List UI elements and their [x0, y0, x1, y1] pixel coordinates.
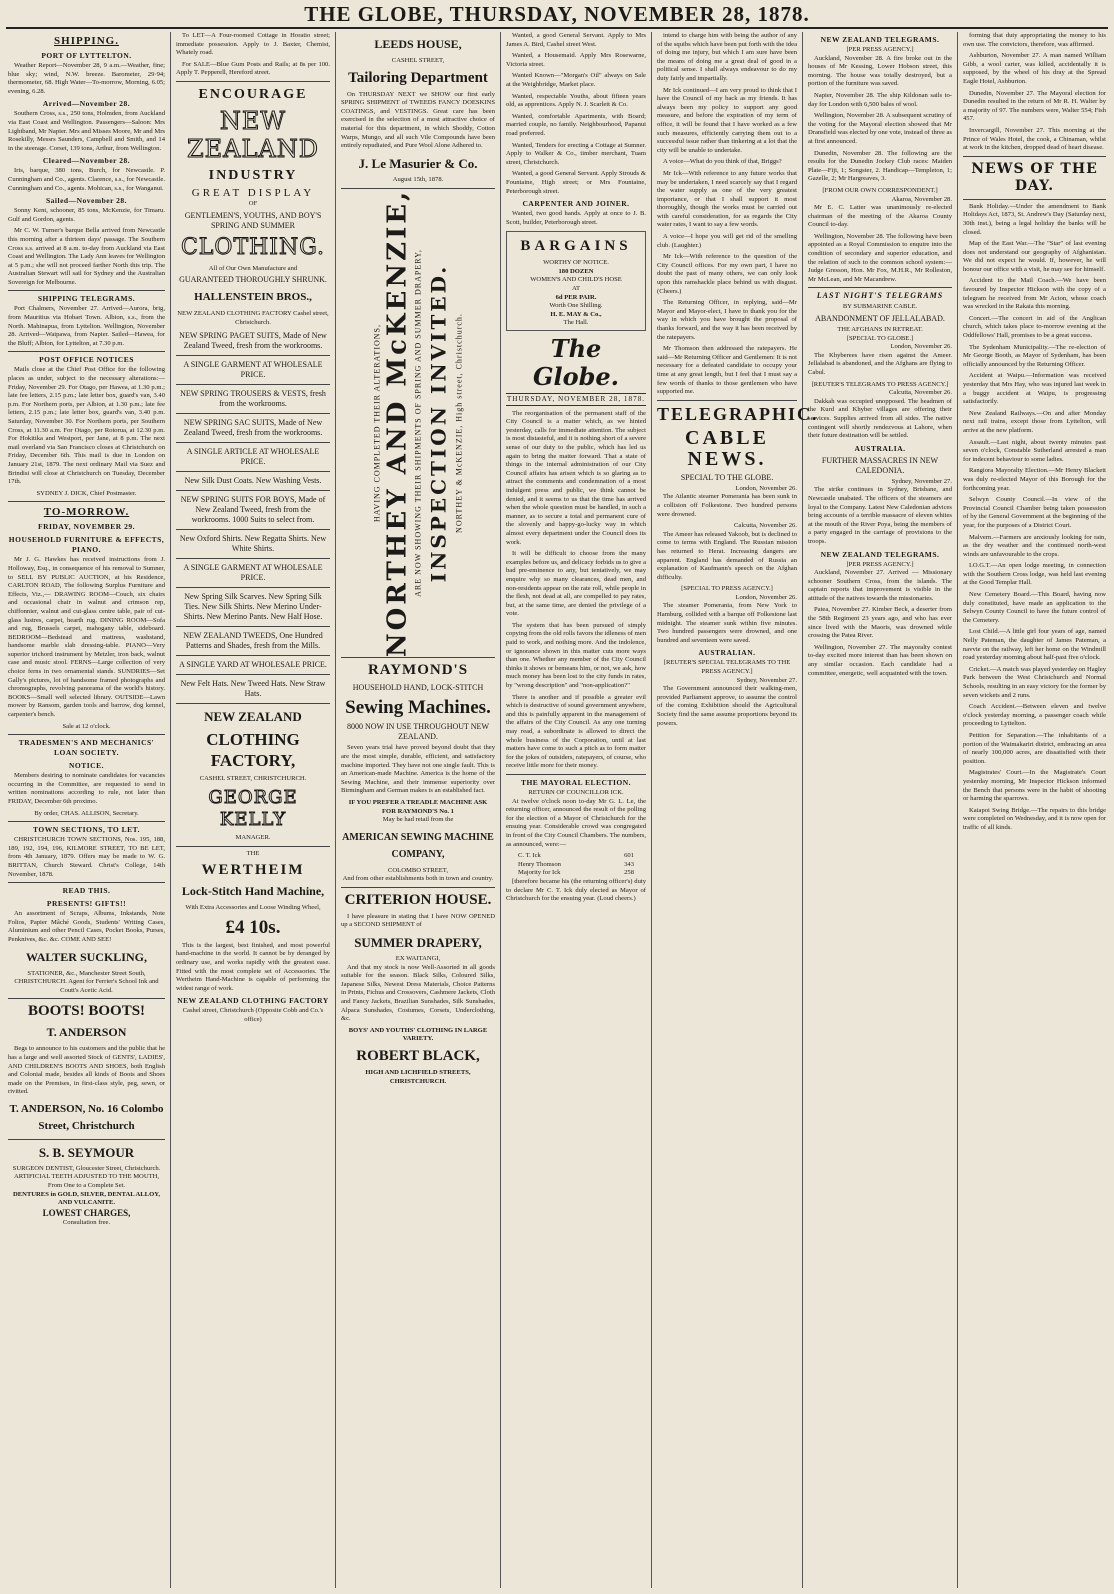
wanted-ads-list — [506, 32, 646, 196]
reuter-line: [REUTER'S SPECIAL TELEGRAMS TO THE PRESS AGENCY.] — [663, 659, 791, 676]
suckling-details: STATIONER, &c., Manchester Street South, CHRISTCHURCH. Agent for Ferrier's School Ink and Coutt's Acetic Acid. — [14, 969, 159, 994]
gentlemen-line: GENTLEMEN'S, YOUTHS, AND BOY'S SPRING AND SUMMER — [184, 210, 322, 230]
column-rule — [651, 32, 652, 1588]
news-paragraph: Cricket.—A match was played yesterday on Hagley Park between the West Christchurch and Normal Schools, resulting in an easy victory for the former by seven wickets and 2 runs. — [963, 665, 1106, 699]
telegram-paragraphs — [808, 55, 952, 184]
wanted-ad: Wanted, Tenders for erecting a Cottage at Sumner. Apply to Walker & Co., timber merchant, Tuam street, Christchurch. — [506, 141, 646, 166]
shipping-heading: SHIPPING. — [54, 35, 119, 47]
clothing-item: New Spring Silk Scarves. New Spring Silk Ties. New Silk Shirts. New Merino Under-Shirts. New Merino Pants. New Half Hose. — [183, 592, 323, 622]
lemasurier-name: J. Le Masurier & Co. — [358, 155, 478, 171]
guaranteed-line: GUARANTEED THOROUGHLY SHRUNK. — [179, 275, 327, 285]
own-correspondent-line: [FROM OUR OWN CORRESPONDENT.] — [822, 186, 938, 194]
criterion-text: I have pleasure in stating that I have NOW OPENED up a SECOND SHIPMENT of — [341, 912, 495, 929]
telegram-paragraph: Dunedin, November 27. The Mayoral election for Dunedin resulted in the return of Mr R. H. Walter by a majority of 97. The numbers were, Walter 554; Fish 457. — [963, 89, 1106, 123]
divider — [176, 442, 330, 443]
clothing-item: A SINGLE YARD AT WHOLESALE PRICE. — [179, 660, 327, 670]
own-manufacture: All of Our Own Manufacture and — [208, 264, 298, 272]
notice-text: Members desiring to nominate candidates for vacancies occurring in the Committee, are requested to send in written nominations according to rule, not later than FRIDAY, December 6th proximo. — [8, 772, 165, 805]
divider — [657, 400, 797, 401]
divider — [176, 674, 330, 675]
tradesmen-heading: TRADESMEN'S AND MECHANICS' LOAN SOCIETY. — [18, 738, 155, 758]
telegram-paragraph: Invercargill, November 27. This morning at the Prince of Wales Hotel, the cook, a Chinaman, whilst at work in the kitchen, dropped dead of heart disease. — [963, 126, 1106, 152]
tomorrow-date: FRIDAY, NOVEMBER 29. — [38, 522, 135, 532]
news-paragraph: Magistrates' Court.—In the Magistrate's Court yesterday morning, Mr Inspector Hickson informed the Bench that persons were in the habit of shooting or harming the sparrows. — [963, 769, 1106, 803]
posts-ad: For SALE—Blue Gum Posts and Rails; at 8s per 100. Apply T. Pepperell, Hereford street. — [176, 60, 330, 77]
news-paragraph: Lost Child.—A little girl four years of age, named Nelly Pateman, the daughter of James Pateman, a navvie on the railway, left her home on the Windmill road yesterday morning about half-past five o'clock. — [963, 628, 1106, 662]
speech-paragraph: Mr Thomson then addressed the ratepayers. He said—Mr Returning Officer and Gentlemen: It is not necessary for a defeated candidate to occupy your time at any great length, but I feel that I must say a few words of thanks to those gentlemen who have supported me. — [657, 345, 797, 396]
column-rule — [335, 32, 336, 1588]
column-news — [959, 32, 1110, 1588]
robert-black-name: ROBERT BLACK, — [356, 1048, 480, 1064]
divider — [808, 287, 952, 288]
column-rule — [957, 32, 958, 1588]
jellalabad-heading: ABANDONMENT OF JELLALABAD. — [815, 314, 945, 324]
divider — [176, 471, 330, 472]
clothing-item: NEW SPRING SAC SUITS, Made of New Zealand Tweed, fresh from the workrooms. — [183, 418, 323, 438]
caledonia-heading: FURTHER MASSACRES IN NEW CALEDONIA. — [821, 455, 939, 475]
news-paragraph: Concert.—The concert in aid of the Anglican church, which takes place to-morrow evening at the Oddfellows' Hall, promises to be a great success. — [963, 314, 1106, 340]
news-paragraph: Assault.—Last night, about twenty minutes past seven o'clock, Constable Sutherland arrested a man for indecent behaviour to some ladies. — [963, 438, 1106, 463]
leader-paragraph: The system that has been pursued of simply copying from the old rolls favors the idleness of men paid to work, and nothing more. And the indolence, or ignorance shown in this matter cuts more ways than one. Whether any member of the City Council thinks it shows or bemeans him, or not, we ask, how much money has been lost to the city funds in rates, by "wrong description" and "non-application?" — [506, 621, 646, 690]
clothing-item: New Felt Hats. New Tweed Hats. New Straw Hats. — [180, 679, 326, 699]
carpenter-heading: CARPENTER AND JOINER. — [522, 199, 630, 209]
divider — [8, 882, 165, 883]
wanted-ad: Wanted, a good General Servant. Apply Strouds & Fountaine, High street; or Mrs Fountaine, Peterborough street. — [506, 170, 646, 195]
speech-paragraph: A voice—What do you think of that, Briggs? — [663, 158, 782, 166]
household-heading: HOUSEHOLD FURNITURE & EFFECTS, PIANO. — [8, 535, 165, 555]
leeds-sub: CASHEL STREET, — [391, 57, 445, 64]
column-speech-cable — [653, 32, 819, 1588]
majority-row — [506, 869, 646, 878]
result-row — [506, 861, 646, 870]
divider — [8, 501, 165, 502]
telegram-paragraph: Napier, November 28. The ship Kildonan sails to-day for London with 6,500 bales of wool. — [808, 91, 952, 108]
cleared-heading: Cleared—November 28. — [42, 156, 131, 166]
sydney2-text: The strike continues in Sydney, Brisbane, and Newcastle unabated. The officers of the steamers are loyal to the Company. Latest New Caledonian advices bring accounts of a terrible massacre of eleven whites at the mouth of the River Poya, being the members of a party engaged in the carriage of provisions to the troops. — [808, 486, 952, 545]
hall-line: The Hall. — [563, 319, 589, 327]
seymour-text: SURGEON DENTIST, Gloucester Street, Christchurch. ARTIFICIAL TEETH ADJUSTED TO THE MOUTH, From One to a Complete Set. — [12, 1164, 161, 1190]
news-paragraph: The Sydenham Municipality.—The re-election of Mr George Booth, as Mayor of Sydenham, has been officially announced by the Returning Officer. — [963, 343, 1106, 368]
column-rule — [802, 32, 803, 1588]
colombo-line: COLOMBO STREET, — [388, 866, 448, 874]
of-line: OF — [248, 199, 258, 207]
news-paragraph: Coach Accident.—Between eleven and twelve o'clock yesterday morning, a passenger coach while proceeding to Lyttelton. — [963, 703, 1106, 728]
vertical-main: NORTHEY AND McKENZIE, — [382, 189, 413, 658]
tailoring-heading: Tailoring Department — [348, 69, 488, 86]
divider — [176, 558, 330, 559]
cottage-ad: To LET—A Four-roomed Cottage in Horatio street; immediate possession. Apply to J. Baxter, Chemist, Whately road. — [176, 32, 330, 57]
tomorrow-heading: TO-MORROW. — [43, 506, 130, 519]
calcutta2-date: Calcutta, November 26. — [889, 389, 952, 397]
boys-youths-line: BOYS' AND YOUTHS' CLOTHING IN LARGE VARIETY. — [348, 1026, 488, 1043]
leader-paragraph: There is another and if possible a greater evil which is destructive of sound government anywhere, and this is painfully apparent in the management of the affairs of the City Council. As any one turning may read, a subordinate is allowed to direct the whole business of the Corporation, until at last matters have come to such a pitch as to form matter for the jokes of outsiders, ratepayers, of course, who receive little more for their money. — [506, 693, 646, 770]
divider — [176, 413, 330, 414]
globe-title: The Globe. — [532, 334, 620, 392]
speech-text — [657, 32, 797, 397]
worthy-line: WORTHY OF NOTICE. — [543, 259, 609, 267]
hallenstein-name: HALLENSTEIN BROS., — [194, 291, 312, 304]
divider — [176, 81, 330, 82]
divider — [176, 355, 330, 356]
household-hand: HOUSEHOLD HAND, LOCK-STITCH — [352, 683, 484, 693]
presents-text: An assortment of Scraps, Albums, Inkstands, Note Folios, Papier Mâché Goods, Students' Writing Cases, Aluminium and other Pencil Cases, Pocket Books, Purses, Penknives, &c. &c. COME AND SEE! — [8, 910, 165, 943]
shipping-notes: Mr C. W. Turner's barque Bella arrived from Newcastle this morning after a thirteen days' passage. The Southern Cross s.s. arrived at 8 a.m. to-day from Auckland via East Coast and Wellington. The Lady Ann leaves for Wellington at 5 p.m.; she will not proceed farther North this trip. The Australian Stewart will sail for Sydney and the Australian Sovereign for Melbourne. — [8, 227, 165, 286]
leeds-text: On THURSDAY NEXT we SHOW our first early SPRING SHIPMENT of TWEEDS FANCY DOESKINS COATINGS, and VESTINGS. Great care has been exercised in the selection of a most attractive choice of material for this department, in which Shoddy, Cotton Warps, Mungo, and all such Vile Compounds have been entirely repudiated, and Pure Wool Alone Adhered to. — [341, 90, 495, 150]
divider — [176, 626, 330, 627]
divider — [176, 703, 330, 704]
last-night-heading: LAST NIGHT'S TELEGRAMS — [816, 291, 944, 301]
at-line: AT — [571, 285, 581, 293]
telegram-paragraph: Ashburton, November 27. A man named William Gibb, a wool carter, was killed, accidentally it is supposed, by the wheel of his dray at the Spread Eagle Hotel, Ashburton. — [963, 52, 1106, 85]
notice-signature: By order, CHAS. ALLISON, Secretary. — [34, 809, 139, 817]
vertical-ad-text — [372, 189, 465, 657]
telegram-paragraph: forming that duty appropriating the money to his own use. The convictors, therefore, was affirmed. — [963, 32, 1106, 48]
post-office-text: Mails close at the Chief Post Office for the following places as under, subject to the necessary alterations:— Friday, November 29. For Otago, per Hawea, at 1.30 p.m.; late fee letters, 2.15 p.m.; late letter box, guard's van, 3.40 p.m. For Northern ports, per Albion, at 1.30 p.m.; late fee letters, 2.15 p.m.; late letter box, guard's van, 3.40 p.m. Saturday, November 30. For Northern ports, per Southern Cross, at 11.30 a.m. For Otago, per Rotorua, at 12.30 p.m. For Hokitika and Westport, per Jane, at 8 p.m. The next mail overland via San Francisco closes at Christchurch on Friday, December 6th. This mail is due in London on January 21st, 1879. The next ordinary Mail via Suez and Brindisi will close at Christchurch on Tuesday, December 17th. — [8, 366, 165, 486]
american-company: AMERICAN SEWING MACHINE COMPANY, — [342, 831, 494, 860]
telegraphic-heading: TELEGRAPHIC. — [657, 403, 819, 424]
lowest-charges: LOWEST CHARGES, — [42, 1207, 131, 1218]
divider — [8, 734, 165, 735]
divider — [176, 846, 330, 847]
news-paragraph: Map of the East War.—The "Star" of last evening does not understand our geography of Afghanistan. We did not expect he would. If, however, he will honour our office with a visit, he may see for himself. — [963, 240, 1106, 273]
cashel-line: CASHEL STREET, CHRISTCHURCH. — [199, 775, 307, 783]
new-zealand-heading: NEW ZEALAND — [186, 106, 320, 163]
australia-heading: AUSTRALIA. — [854, 443, 906, 453]
read-this-heading: READ THIS. — [62, 886, 111, 896]
news-of-the-day-heading: NEWS OF THE DAY. — [971, 160, 1098, 194]
drapery-text: And that my stock is now Well-Assorted in all goods suitable for the season. Black Silks, Coloured Silks, Japanese Silks, Newest Dress Materials, Choice Patterns in Prints, Fichus and Crossovers, Cashmere Jackets, Cloth and Fancy Jackets, Brazilian Sunshades, Silk Sunshades, Alpaca Sunshades, Costumes, Corsets, Underclothing, &c. — [341, 963, 495, 1023]
sydney2-date: Sydney, November 27. — [891, 477, 952, 485]
clothing-item: NEW SPRING SUITS FOR BOYS, Made of New Zealand Tweed, fresh from the workrooms. 1000 Suits to select from. — [180, 495, 326, 525]
town-sections-heading: TOWN SECTIONS, TO LET. — [33, 825, 140, 835]
leader-paragraph: It will be difficult to choose from the many examples before us, and delicacy forbids us to give a bad pre-eminence to any, but tentatively, we may enquire why so many clearances, dead men, and non-residents appear on the rate roll, while people in the flesh, not dead at all, are compelled to pay rates, but, at the same time, are denied the privilege of a vote. — [506, 550, 646, 618]
retreat-line: THE AFGHANS IN RETREAT. — [837, 326, 923, 334]
shipping-telegrams-heading: SHIPPING TELEGRAMS. — [37, 294, 136, 304]
clothing-item: New Oxford Shirts. New Regatta Shirts. New White Shirts. — [179, 534, 327, 554]
vertical-sub3: INSPECTION INVITED. — [426, 264, 451, 583]
wertheim-price: £4 10s. — [225, 916, 281, 938]
treadle-line: IF YOU PREFER A TREADLE MACHINE ASK FOR RAYMOND'S No. 1 — [348, 798, 488, 815]
speech-paragraph: Mr Ick—With reference to the question of the City Council offices. For my own part, I have no doubt the past of many others, we can only look upon this ramshackle place behind us with disgust. (Cheers.) — [657, 253, 797, 295]
industry-heading: INDUSTRY — [208, 167, 298, 183]
boots-text: Begs to announce to his customers and the public that he has a large and well assorted Stock of GENTS', LADIES', AND CHILDREN'S BOOTS AND SHOES, both English and Colonial made, besides all kinds of Boots and Shoes made on the Premises, in first-class style, peg, sewn, or rivitted. — [8, 1045, 165, 1096]
nz-heading: NEW ZEALAND — [204, 709, 302, 725]
column-rule — [170, 32, 171, 1588]
news-paragraph: I.O.G.T.—An open lodge meeting, in connection with the Southern Cross lodge, was held last evening at the Good Templar Hall. — [963, 562, 1106, 587]
speech-paragraph: A voice—I hope you will get rid of the smelling club. (Laughter.) — [657, 233, 797, 249]
george-kelly-name: GEORGE KELLY — [208, 786, 298, 830]
clothing-item: A SINGLE GARMENT AT WHOLESALE PRICE. — [183, 563, 323, 583]
shipping-telegrams-text: Port Chalmers, November 27. Arrived—Aurora, brig, from Mauritius via Hobart Town. Albion, s.s., from the North. Mahinapua, from Lyttelton. Wellington, November 28. Arrived—Waipawa, from Napier. Sailed—Hawea, for the Bluff; Albion, for Lyttelton, at 7.30 p.m. — [8, 305, 165, 347]
manager-line: MANAGER. — [235, 833, 271, 841]
majority-value: 258 — [624, 869, 634, 877]
calcutta-date: Calcutta, November 26. — [734, 522, 797, 530]
sewing-machines-heading: Sewing Machines. — [345, 697, 491, 719]
column-telegrams — [804, 32, 956, 1588]
worth-line: Worth One Shilling. — [549, 302, 603, 310]
anderson-name: T. ANDERSON — [46, 1025, 127, 1040]
arrived-heading: Arrived—November 28. — [42, 99, 131, 109]
candidate-name: Henry Thomson — [518, 860, 561, 868]
news-paragraph: Kaiapoi Swing Bridge.—The repairs to this bridge were completed on Wednesday, and it is now open for traffic of all kinds. — [963, 806, 1106, 831]
news-paragraph: Accident at Waipu.—Information was received yesterday that Mrs Hay, who was injured last week in a buggy accident at Waipu, is progressing satisfactorily. — [963, 372, 1106, 406]
sailed-heading: Sailed—November 28. — [45, 196, 128, 206]
auckland2-text: Auckland, November 27. Arrived — Missionary schooner Southern Cross, from the islands. The captain reports that improvement is visible in the attitude of the natives towards the missionaries. — [808, 569, 952, 602]
speech-paragraph: Mr Ick—With reference to any future works that may be undertaken, I need scarcely say that I regard the water supply as one of the very greatest importance, or that I shall support it most thoroughly, though the works must be carried out with careful consideration, for as regards the City water rates, I want to say a few words. — [657, 169, 797, 229]
candidate-votes: 343 — [624, 860, 634, 868]
candidate-votes: 601 — [624, 852, 634, 860]
news-paragraph: Rangiora Mayoralty Election.—Mr Henry Blackett was duly re-elected Mayor of this Borough for the forthcoming year. — [963, 467, 1106, 492]
column-drapery — [337, 32, 499, 1588]
northey-mckenzie-ad — [341, 188, 495, 658]
divider — [176, 490, 330, 491]
divider — [176, 587, 330, 588]
divider — [176, 655, 330, 656]
lemasurier-date: August 15th, 1878. — [392, 175, 444, 183]
news-paragraphs — [963, 203, 1106, 833]
london-text: The Atlantic steamer Pomerania has been sunk in a collision off Folkestone. Two hundred persons were drowned. — [657, 493, 797, 518]
sailed-text: Sonny Kent, schooner, 85 tons, McKenzie, for Timaru. Gulf and Gordon, agents. — [8, 207, 165, 223]
australian-heading: AUSTRALIAN. — [698, 648, 756, 658]
special2-line: [SPECIAL TO PRESS AGENCY.] — [681, 585, 773, 593]
establishments-line: And from other establishments both in town and country. — [342, 875, 494, 883]
telegram-paragraph: Wellington, November 28. A subsequent scrutiny of the voting for the Mayoral election showed that Mr Dransfield was elected by one vote, instead of three as at first announced. — [808, 112, 952, 145]
mayoral-text: At twelve o'clock noon to-day Mr G. L. Le, the returning officer, announced the result of the polling for the election of a Mayor of Christchurch for the ensuing year. Considerable crowd was congregated in front of the City Council Chambers. The numbers, as announced, were:— — [506, 797, 646, 848]
wanted-ad: Wanted, a good General Servant. Apply to Mrs James A. Bird, Cashel street West. — [506, 32, 646, 48]
election-results — [506, 852, 646, 869]
may-co-line: H. E. MAY & Co., — [550, 310, 602, 318]
news-paragraph: New Cemetery Board.—This Board, having now duly constituted, have made an application to the Selwyn County Council to have the future control of the Cemetery. — [963, 591, 1106, 624]
press-agency-line: [PER PRESS AGENCY.] — [846, 46, 914, 53]
submarine-line: BY SUBMARINE CABLE. — [842, 303, 918, 311]
telegram-paragraph: Dunedin, November 28. The following are the results for the Dunedin Jockey Club races: Maiden Plate—Fiji, 1; Songster, 2. Handicap—Templeton, 1; Gazelle, 2; Mr Hargreaves, 3. — [808, 149, 952, 183]
notice-heading: NOTICE. — [69, 761, 104, 771]
household-text: Mr J. G. Hawkes has received instructions from J. Holloway, Esq., in consequence of his removal to Sumner, to SELL BY PUBLIC AUCTION, at his Residence, CARLTON ROAD, The following Surplus Furniture and Effects, Viz.,— DRAWING ROOM—Couch, six chairs and occasional chair in walnut and crimson rep, chiffonnier, walnut and cut-glass centre table, pair of cut-glass lustres, carpet, hearth rug. DINING ROOM—Sofa and rug, Brussels carpet, mahogany table, sideboard. BEDROOM—Bedstead and mattress, washstand, handsome marble slab dressing-table. PIANO—Very superior trichord instrument by Metzler, iron back, walnut case and music stool. FERNS—Large collection of very choice ferns in two ornamental stands. SUNDRIES—Set Gally's pictures, lot of handsome framed photographs and chromographs, revolving panorama of the world's history. BOOKS—Small well selected library. OUTSIDE—Lawn mower by Ransom, garden tools and barrow, dog kennel, carpenter's bench. — [8, 556, 165, 719]
speech-paragraph: Mr Ick continued—I am very proud to think that I have the Council of my back as my friends. It has always been my policy to support any good measure, and before the expiration of my term of office, it will be found that I have worked as a few such measures, efficiently carrying them out to a successful issue rather than tinkering at a lot that the city will be unable to undertake. — [657, 86, 797, 154]
divider — [963, 199, 1106, 200]
news-paragraph: Selwyn County Council.—In view of the Provincial Council Chamber being taken possession of by the General Government at the beginning of the year, for the purposes of a District Court. — [963, 496, 1106, 529]
factory-line: NEW ZEALAND CLOTHING FACTORY Cashel street, Christchurch. — [177, 310, 329, 326]
akaroa-date: Akaroa, November 28. — [891, 195, 952, 203]
weather-report: Weather Report—November 28, 9 a.m.—Weather, fine; blue sky; wind, N.W. breeze. Barometer, 29·94; thermometer, 68. High Water—To-morrow, Morning, 6.05; evening, 6.28. — [8, 62, 165, 95]
mayoral-after: [therefore became his (the returning officer's) duty to declare Mr C. T. Ick duly elected as Mayor of Christchurch for the ensuing year. (Loud cheers.) — [506, 877, 646, 903]
clothing-factory-heading: CLOTHING FACTORY, — [206, 730, 300, 771]
wanted-ad: Wanted, comfortable Apartments, with Board; married couple, no family. Neighbourhood, Papanui road preferred. — [506, 112, 646, 137]
clothing-items-list — [176, 331, 330, 704]
clothing-item: NEW ZEALAND TWEEDS, One Hundred Patterns and Shades, fresh from the Mills. — [183, 631, 323, 651]
london-date: London, November 26. — [735, 484, 797, 492]
divider — [8, 821, 165, 822]
speech-paragraph: intend to charge him with being the author of any of the squibs which have been put forth with the idea of doing me injury, but which I am sure have been the means of doing me a great deal of good in a political sense. I shall always endeavour to do my duty fairly and impartially. — [657, 32, 797, 82]
divider — [8, 1139, 165, 1140]
vertical-address: NORTHEY & McKENZIE, High street, Christchurch. — [454, 313, 464, 534]
wellington2-text: Wellington, November 27. The mayoralty contest to-day excited more interest than has been shown on any similar occasion. Each candidate had a committee, energetic, well acquainted with the town. — [808, 643, 952, 677]
sydney-text: The Government announced their walking-men, provided Parliament approve, to assume the control of the coming Exhibition should the Agricultural Society find the same assume proportions beyond its powers. — [657, 685, 797, 727]
special-line: SPECIAL TO THE GLOBE. — [680, 472, 774, 482]
divider — [506, 774, 646, 775]
telegram-continuation — [963, 32, 1106, 153]
wanted-ad: Wanted Known—"Morgan's Oil" always on Sale at the Weighbridge, Market place. — [506, 72, 646, 88]
calcutta2-text: Dakkah was occupied unopposed. The headmen of the Kurd and Khyber villages are offering their services. Supplies arrived from all sides. The native contingent will shortly rendezvous at Lahore, when their future destination will be settled. — [808, 397, 952, 440]
presents-heading: PRESENTS! GIFTS!! — [46, 899, 127, 909]
town-sections-text: CHRISTCHURCH TOWN SECTIONS, Nos. 195, 188, 189, 192, 194, 196, KILMORE STREET, TO BE LET, from 4th January, 1879. Offers may be made to W. G. BRITTAN, Church Steward. Christ's College, 14th November, 1878. — [8, 836, 165, 878]
the-line: THE — [246, 849, 260, 857]
bargains-ad — [506, 231, 646, 331]
criterion-heading: CRITERION HOUSE. — [344, 891, 492, 908]
london2-date: London, November 26. — [735, 593, 797, 601]
arrived-text: Southern Cross, s.s., 250 tons, Holmden, from Auckland via East Coast and Wellington. Passengers—Saloon: Mrs Lightband, Mr Napier. Mrs and Misses Moore, Mr and Mrs Rosekilly, Messrs Saunders, Campbell and Smith, and 14 in the steerage. Corset, 139 tons, Arthur, from Wellington. — [8, 110, 165, 152]
dentures-line: DENTURES in GOLD, SILVER, DENTAL ALLOY, AND VULCANITE. — [12, 1190, 161, 1207]
summer-drapery-heading: SUMMER DRAPERY, — [354, 935, 482, 951]
clothing-item: New Silk Dust Coats. New Washing Vests. — [184, 476, 322, 486]
anderson-address: T. ANDERSON, No. 16 Colombo Street, Christchurch — [9, 1102, 164, 1132]
calcutta-text: The Ameer has released Yakoob, but is declined to come to terms with England. The Russian mission has returned to Herat. Increasing dangers are apparent. England has demanded of Russia an explanation of Kaufmann's speech on the Afghan difficulty. — [657, 530, 797, 581]
post-office-heading: POST OFFICE NOTICES — [39, 355, 134, 365]
wellington-text: Wellington, November 28. The following have been appointed as a Royal Commission to enquire into the condition of secondary and superior education, and the relation of such to the common school system:—Judge Gresson, Hon. Mr Fox, M.H.R., Mr Rolleston, Mr McLean, and Mr Macandrew. — [808, 232, 952, 283]
carpenter-ad: Wanted, two good hands. Apply at once to J. B. Scott, builder, Peterborough street. — [506, 210, 646, 226]
divider — [176, 529, 330, 530]
per-pair-line: 6d PER PAIR. — [555, 293, 597, 301]
lockstitch-heading: Lock-Stitch Hand Machine, — [181, 884, 325, 899]
news-paragraph: Bank Holiday.—Under the amendment to Bank Holidays Act, 1873, St. Andrew's Day (Saturday next, 30th inst.), being a legal holiday the banks will be closed. — [963, 202, 1106, 236]
divider — [963, 156, 1106, 157]
nz-factory-line: NEW ZEALAND CLOTHING FACTORY — [177, 996, 329, 1006]
london3-text: The Khyberees have risen against the Ameer. Jellalabad is abandoned, and the Afghans are flying to Cabul. — [808, 351, 952, 376]
clothing-item: NEW SPRING TROUSERS & VESTS, fresh from the workrooms. — [180, 389, 326, 409]
divider — [8, 998, 165, 999]
dozen-line: 180 DOZEN — [558, 267, 594, 275]
consultation-line: Consultation free. — [62, 1218, 111, 1226]
sydney-date: Sydney, November 27. — [736, 676, 797, 684]
accessories-line: With Extra Accessories and Loose Winding Wheel, — [185, 904, 321, 912]
leader-article — [506, 410, 646, 771]
speech-paragraph: The Returning Officer, in replying, said—Mr Mayor and Mayor-elect, I have to thank you for the way in which you have brought the proposal of thanks forward, and the way it has been received by the ratepayers. — [657, 299, 797, 341]
nz-telegrams-heading: NEW ZEALAND TELEGRAMS. — [820, 35, 940, 44]
telegram-paragraph: Auckland, November 28. A fire broke out in the houses of Mr Kessing, Lower Hobson street, this morning. The house was totally destroyed, but a portion of the furniture was saved. — [808, 54, 952, 88]
news-paragraph: Petition for Separation.—The inhabitants of a portion of the Waimakariri district, embracing an area of nearly 100,000 acres, are dissatisfied with their position. — [963, 731, 1106, 765]
wertheim-heading: WERTHEIM — [201, 862, 305, 879]
press2-line: [PER PRESS AGENCY.] — [846, 560, 914, 568]
masthead: THE GLOBE, THURSDAY, NOVEMBER 28, 1878. — [304, 2, 810, 26]
clothing-heading: CLOTHING. — [180, 234, 326, 260]
london3-date: London, November 26. — [890, 343, 952, 351]
clothing-item: A SINGLE ARTICLE AT WHOLESALE PRICE. — [186, 447, 320, 467]
great-display: GREAT DISPLAY — [191, 186, 315, 199]
leader-paragraph: The reorganisation of the permanent staff of the City Council is a matter which, as we hinted yesterday, calls for immediate attention. The subject is most distasteful, and it is nothing short of a severe sense of our duty to the public, which has led us again to bring the matter forward. That a state of things in the internal administration of our City Council affairs has arisen which is so glaring as to attract the comments and condemnation of a most indulgent press and public, we think cannot be denied, and it seems to us that the time has arrived when the whole question must be handled, in such a manner, as to secure a total and permanent cure of the slovenly and happy-go-lucky way in which almost every department under the Council does its work. — [506, 409, 646, 546]
candidate-name: C. T. Ick — [518, 852, 541, 860]
divider — [176, 384, 330, 385]
column-rule — [500, 32, 501, 1588]
post-office-signature: SYDNEY J. DICK, Chief Postmaster. — [36, 489, 137, 497]
majority-label: Majority for Ick — [518, 869, 561, 877]
column-shipping — [4, 32, 169, 1588]
vertical-sub1: HAVING COMPLETED THEIR ALTERATIONS, — [372, 324, 382, 523]
result-row — [506, 852, 646, 861]
ex-waitangi: EX WAITANGI, — [395, 955, 441, 963]
sale-time: Sale at 12 o'clock. — [62, 722, 111, 730]
london2-text: The steamer Pomerania, from New York to Hamburg, collided with a barque off Folkestone last midnight. The steamer sunk within five minutes. Two hundred passengers were drowned, and one hundred and seventeen were saved. — [657, 602, 797, 644]
cable-news-heading: CABLE NEWS. — [685, 426, 769, 470]
clothing-item: A SINGLE GARMENT AT WHOLESALE PRICE. — [183, 360, 323, 380]
column-leader — [502, 32, 650, 1588]
wanted-ad: Wanted, respectable Youths, about fifteen years old, as apprentices. Apply N. J. Scarlett & Co. — [506, 92, 646, 109]
boots-heading: BOOTS! BOOTS! — [27, 1003, 146, 1020]
raymonds-heading: RAYMOND'S — [367, 662, 469, 679]
nz-telegrams2-heading: NEW ZEALAND TELEGRAMS. — [820, 549, 940, 559]
patea-text: Patea, November 27. Kimber Beck, a deserter from the 58th Regiment 23 years ago, and who has ever since lived with the Maoris, was drowned while crossing the Patea River. — [808, 606, 952, 640]
port-subheading: PORT OF LYTTELTON. — [41, 51, 132, 60]
mayoral-subheading: RETURN OF COUNCILLOR ICK. — [528, 788, 624, 796]
suckling-name: WALTER SUCKLING, — [26, 949, 147, 964]
special-globe-line: [SPECIAL TO GLOBE.] — [846, 334, 914, 342]
divider — [8, 290, 165, 291]
globe-date: THURSDAY, NOVEMBER 28, 1878. — [506, 393, 646, 406]
news-paragraph: New Zealand Railways.—On and after Monday next rail trains, except those from Lyttelton, will arrive at the new platform. — [963, 409, 1106, 434]
wanted-ad: Wanted, a Housemaid. Apply Mrs Rosewarne, Victoria street. — [506, 52, 646, 68]
news-paragraph: Accident to the Mail Coach.—We have been favoured by Inspector Hickson with the copy of a telegram he received from Mr Acton, whose coach was wrecked in the Rakaia this morning. — [963, 277, 1106, 311]
opposite-line: Cashel street, Christchurch (Opposite Cobb and Co.'s office) — [182, 1007, 324, 1023]
in-use-line: 8000 NOW IN USE THROUGHOUT NEW ZEALAND. — [347, 722, 489, 742]
divider — [341, 887, 495, 888]
clothing-item: NEW SPRING PAGET SUITS, Made of New Zealand Tweed, fresh from the workrooms. — [179, 331, 327, 351]
masthead-rule — [6, 27, 1108, 29]
leeds-house-heading: LEEDS HOUSE, — [374, 37, 462, 51]
seymour-name: S. B. SEYMOUR — [38, 1144, 135, 1160]
high-lichfield-line: HIGH AND LICHFIELD STREETS, CHRISTCHURCH. — [365, 1069, 471, 1085]
encourage-heading: ENCOURAGE — [198, 86, 308, 102]
raymond-text: Seven years trial have proved beyond doubt that they are the most simple, durable, efficient, and satisfactory machine imported. They have not one single fault. This is an American-made Machine. America is the home of the Sewing Machine, and their immense superiority over Birmingham and German makes is an established fact. — [341, 744, 495, 795]
reuter-heading: [REUTER'S TELEGRAMS TO PRESS AGENCY.] — [811, 380, 949, 388]
vertical-sub2: ARE NOW SHOWING THEIR SHIPMENTS OF SPRING AND SUMMER DRAPERY, — [413, 249, 423, 598]
cleared-text: Iris, barque, 380 tons, Burch, for Newcastle. P. Cunningham and Co., agents. Clarence, s.s., for Newcastle. Cunningham and Co., agents. Mohican, s.s., for Wanganui. — [8, 167, 165, 192]
mayoral-heading: THE MAYORAL ELECTION. — [520, 777, 632, 787]
divider — [8, 351, 165, 352]
bargains-heading: BARGAINS — [520, 238, 632, 255]
akaroa-text: Mr E. C. Latter was unanimously re-elected chairman of the meeting of the Akaroa County Council to-day. — [808, 204, 952, 229]
news-paragraph: Malvern.—Farmers are anxiously looking for rain, as the dry weather and the continued north-west winds are unfavourable to the crops. — [963, 533, 1106, 558]
hose-line: WOMEN'S AND CHILD'S HOSE — [530, 276, 622, 284]
wertheim-text: This is the largest, best finished, and most powerful hand-machine in the world. It cannot be by deranged by ordinary use, and works rapidly with the greatest ease. Fitted with the most complete set of Accessories. The Wertheim Hand-Machine is capable of performing the widest range of work. — [176, 941, 330, 992]
column-clothing — [172, 32, 334, 1588]
retail-line: May be had retail from the — [382, 816, 454, 824]
